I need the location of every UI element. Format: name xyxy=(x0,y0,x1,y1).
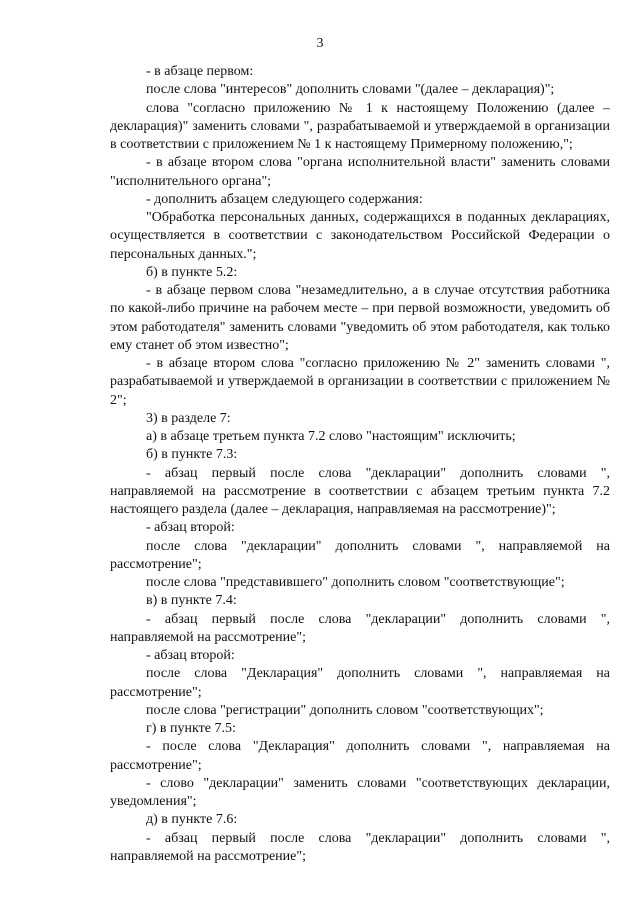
paragraph: "Обработка персональных данных, содержащихся в поданных декларациях, осуществляется в соответствии с законодательством Российской Федерации о персональных данных."; xyxy=(110,210,610,262)
paragraph: - абзац первый после слова "декларации" дополнить словами ", направляемой на рассмотрение"; xyxy=(110,611,610,645)
paragraph: - абзац первый после слова "декларации" дополнить словами ", направляемой на рассмотрение"; xyxy=(110,830,610,864)
paragraph: - в абзаце первом слова "незамедлительно, а в случае отсутствия работника по какой-либо причине на рабочем месте – при первой возможности, уведомить об этом работодателя" заменить словами "уведомить об этом работодателя, как только ему станет об этом известно"; xyxy=(110,283,610,353)
paragraph: б) в пункте 7.3: xyxy=(146,447,238,463)
paragraph: а) в абзаце третьем пункта 7.2 слово "настоящим" исключить; xyxy=(146,429,516,444)
paragraph: д) в пункте 7.6: xyxy=(146,812,238,828)
document-body xyxy=(110,63,610,866)
paragraph: - абзац второй: xyxy=(146,648,235,663)
paragraph: - абзац первый после слова "декларации" дополнить словами ", направляемой на рассмотрение в соответствии с абзацем третьим пункта 7.2 настоящего раздела (далее – декларация, направляемая на рассмотрение)"; xyxy=(110,465,610,517)
paragraph: - в абзаце первом: xyxy=(146,64,254,79)
paragraph: - в абзаце втором слова "органа исполнительной власти" заменить словами "исполнительного органа"; xyxy=(110,155,610,189)
paragraph: - дополнить абзацем следующего содержания: xyxy=(146,191,423,207)
paragraph: г) в пункте 7.5: xyxy=(146,721,236,736)
paragraph: - в абзаце втором слова "согласно приложению № 2" заменить словами ", разрабатываемой и утверждаемой в организации в соответствии с приложением № 2"; xyxy=(110,356,610,408)
paragraph: в) в пункте 7.4: xyxy=(146,593,237,609)
paragraph: - абзац второй: xyxy=(146,520,235,536)
paragraph: - слово "декларации" заменить словами "соответствующих декларации, уведомления"; xyxy=(110,775,610,809)
paragraph: после слова "декларации" дополнить словами ", направляемой на рассмотрение"; xyxy=(110,538,610,572)
paragraph: после слова "интересов" дополнить словами "(далее – декларация)"; xyxy=(146,82,555,98)
paragraph: после слова "Декларация" дополнить словами ", направляемая на рассмотрение"; xyxy=(110,666,610,700)
paragraph: слова "согласно приложению № 1 к настоящему Положению (далее – декларация)" заменить словами ", разрабатываемой и утверждаемой в организации в соответствии с приложением № 1 к настоящему Примерному положению,"; xyxy=(110,100,610,152)
paragraph: б) в пункте 5.2: xyxy=(146,264,238,280)
paragraph: - после слова "Декларация" дополнить словами ", направляемая на рассмотрение"; xyxy=(110,739,610,773)
paragraph: после слова "регистрации" дополнить словом "соответствующих"; xyxy=(146,702,544,718)
paragraph: после слова "представившего" дополнить словом "соответствующие"; xyxy=(146,575,565,590)
page-number: 3 xyxy=(316,36,324,51)
paragraph: 3) в разделе 7: xyxy=(146,410,231,426)
